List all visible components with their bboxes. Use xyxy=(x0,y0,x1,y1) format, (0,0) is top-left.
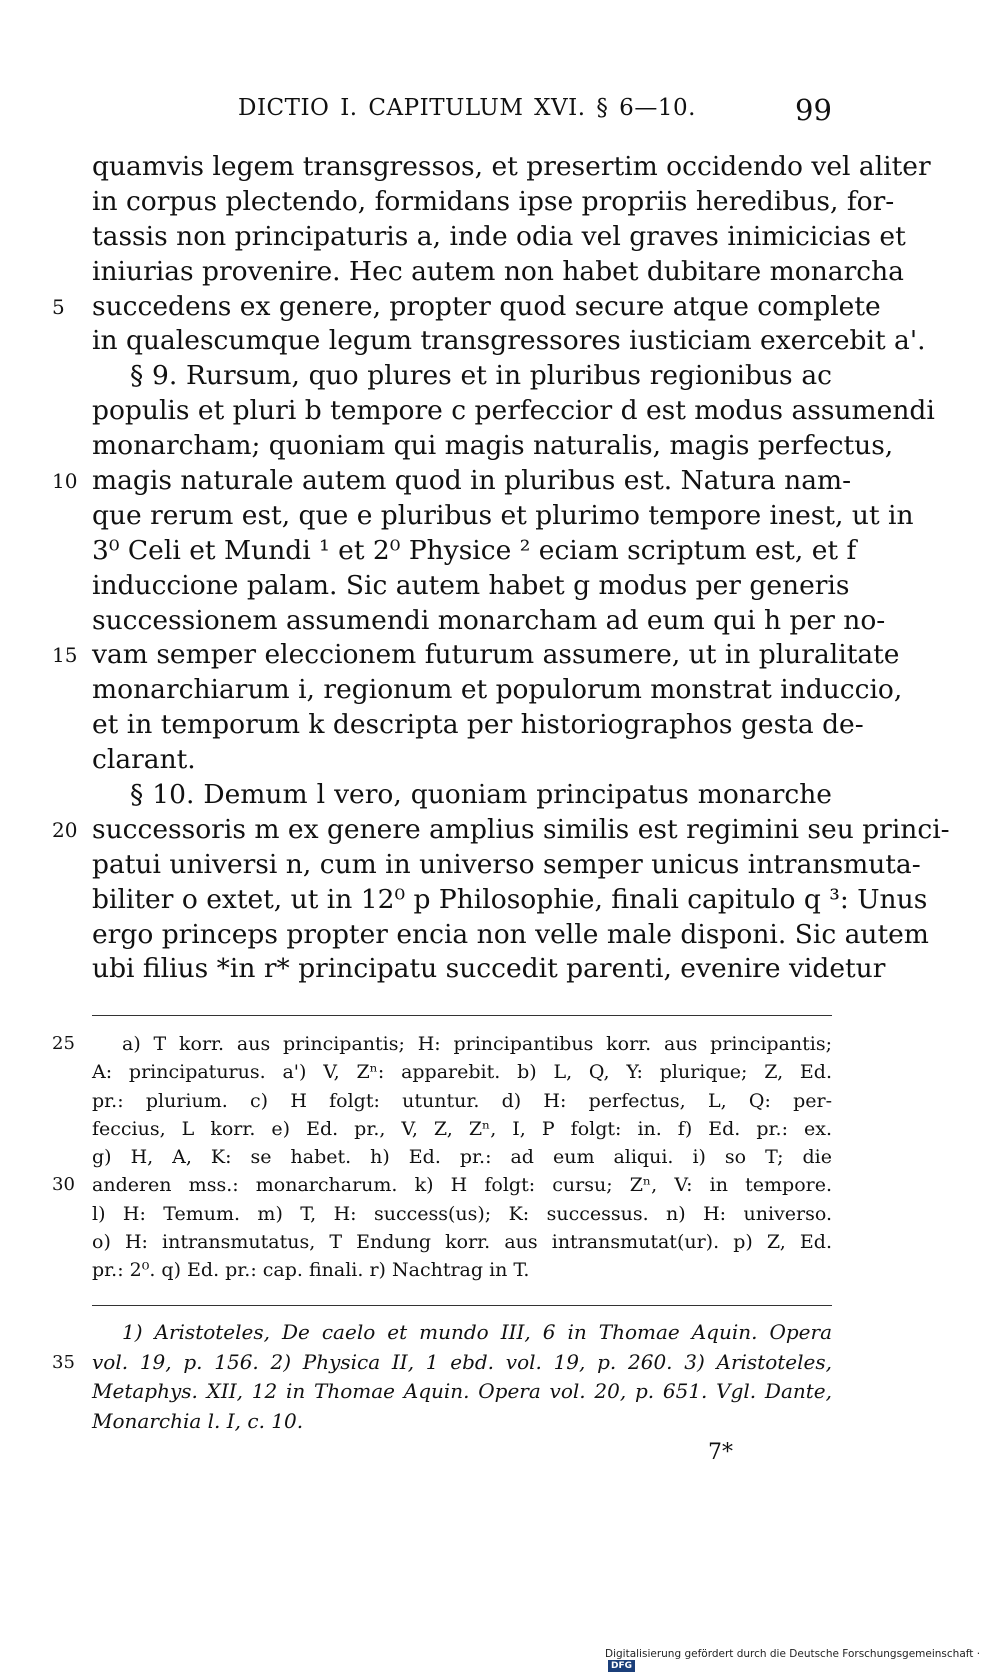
text-line xyxy=(92,848,921,883)
line-number: 25 xyxy=(52,1033,75,1054)
line-text: in corpus plectendo, formidans ipse propriis heredibus, for- xyxy=(92,185,895,217)
line-number: 20 xyxy=(52,817,78,842)
line-text: 1) Aristoteles, De caelo et mundo III, 6 in Thomae Aquin. Opera xyxy=(122,1320,832,1344)
line-text: tassis non principaturis a, inde odia vel graves inimicicias et xyxy=(92,220,906,252)
text-line xyxy=(92,185,895,220)
line-text: que rerum est, que e pluribus et plurimo tempore inest, ut in xyxy=(92,499,914,531)
text-line xyxy=(92,743,832,778)
line-text: populis et pluri b tempore c perfeccior d est modus assumendi xyxy=(92,395,935,427)
apparatus-line xyxy=(92,1087,832,1115)
line-text: succedens ex genere, propter quod secure atque complete xyxy=(92,290,881,322)
line-text: a) T korr. aus principantis; H: principantibus korr. aus principantis; xyxy=(122,1033,832,1055)
text-line xyxy=(92,220,906,255)
page-number: 99 xyxy=(795,93,832,127)
apparatus-line xyxy=(92,1256,832,1284)
line-text: induccione palam. Sic autem habet g modus per generis xyxy=(92,569,850,601)
line-text: Monarchia l. I, c. 10. xyxy=(92,1409,304,1434)
line-text: patui universi n, cum in universo semper unicus intransmuta- xyxy=(92,848,921,880)
apparatus-line xyxy=(92,1143,832,1171)
line-text: ergo princeps propter encia non velle male disponi. Sic autem xyxy=(92,918,929,950)
line-text: anderen mss.: monarcharum. k) H folgt: cursu; Zⁿ, V: in tempore. xyxy=(92,1174,832,1197)
dfg-logo: DFG xyxy=(608,1660,635,1672)
line-text: et in temporum k descripta per historiographos gesta de- xyxy=(92,709,864,741)
line-text: § 9. Rursum, quo plures et in pluribus regionibus ac xyxy=(130,360,832,392)
line-text: ubi filius *in r* principatu succedit parenti, evenire videtur xyxy=(92,953,886,985)
line-text: pr.: plurium. c) H folgt: utuntur. d) H: perfectus, L, Q: per- xyxy=(92,1089,832,1112)
text-line xyxy=(52,290,881,325)
line-text: successoris m ex genere amplius similis est regimini seu princi- xyxy=(92,813,950,845)
text-line xyxy=(52,638,900,673)
apparatus-divider xyxy=(92,1015,832,1016)
line-text: quamvis legem transgressos, et presertim occidendo vel aliter xyxy=(92,151,931,182)
main-text xyxy=(52,150,950,987)
text-line xyxy=(92,150,931,185)
line-text: monarcham; quoniam qui magis naturalis, magis perfectus, xyxy=(92,430,894,462)
line-number: 10 xyxy=(52,469,78,494)
line-text: 3⁰ Celi et Mundi ¹ et 2⁰ Physice ² eciam scriptum est, et f xyxy=(92,534,857,566)
line-text: magis naturale autem quod in pluribus est. Natura nam- xyxy=(92,465,852,497)
critical-apparatus xyxy=(52,1030,832,1285)
running-head: DICTIO I. CAPITULUM XVI. § 6—10. xyxy=(238,95,696,121)
line-text: biliter o extet, ut in 12⁰ p Philosophie, finali capitulo q ³: Unus xyxy=(92,883,928,915)
line-text: in qualescumque legum transgressores iusticiam exercebit a'. xyxy=(92,325,926,357)
footer-text: Digitalisierung gefördert durch die Deutsche Forschungsgemeinschaft · xyxy=(605,1648,981,1660)
page-header xyxy=(0,95,1000,135)
apparatus-line xyxy=(92,1058,832,1086)
line-text: pr.: 2⁰. q) Ed. pr.: cap. finali. r) Nachtrag in T. xyxy=(92,1259,530,1282)
apparatus-line xyxy=(92,1115,832,1143)
line-text: A: principaturus. a') V, Zⁿ: apparebit. b) L, Q, Y: plurique; Z, Ed. xyxy=(92,1061,832,1084)
text-line xyxy=(92,673,903,708)
apparatus-line xyxy=(92,1200,832,1228)
note-line xyxy=(92,1318,832,1348)
line-text: iniurias provenire. Hec autem non habet dubitare monarcha xyxy=(92,255,904,287)
line-text: l) H: Temum. m) T, H: success(us); K: successus. n) H: universo. xyxy=(92,1202,832,1225)
text-line xyxy=(52,464,852,499)
line-text: feccius, L korr. e) Ed. pr., V, Z, Zⁿ, I, P folgt: in. f) Ed. pr.: ex. xyxy=(92,1117,832,1140)
text-line xyxy=(92,778,832,813)
apparatus-line xyxy=(52,1030,832,1058)
text-line xyxy=(92,324,926,359)
text-line xyxy=(52,813,950,848)
line-text: successionem assumendi monarcham ad eum qui h per no- xyxy=(92,604,886,636)
line-number: 15 xyxy=(52,643,78,668)
note-line xyxy=(92,1377,832,1407)
text-line xyxy=(92,708,864,743)
apparatus-line xyxy=(52,1171,832,1199)
text-line xyxy=(92,394,935,429)
text-line xyxy=(92,255,904,290)
text-line xyxy=(92,604,886,639)
apparatus-line xyxy=(92,1228,832,1256)
line-text: vam semper eleccionem futurum assumere, ut in pluralitate xyxy=(92,639,900,671)
text-line xyxy=(92,534,857,569)
text-line xyxy=(92,569,850,604)
line-text: § 10. Demum l vero, quoniam principatus monarche xyxy=(130,779,832,811)
line-text: vol. 19, p. 156. 2) Physica II, 1 ebd. vol. 19, p. 260. 3) Aristoteles, xyxy=(92,1349,832,1374)
signature-mark: 7* xyxy=(708,1440,733,1465)
text-line xyxy=(92,883,928,918)
text-line xyxy=(92,499,914,534)
line-text: g) H, A, K: se habet. h) Ed. pr.: ad eum aliqui. i) so T; die xyxy=(92,1146,832,1169)
line-text: clarant. xyxy=(92,744,196,776)
line-number: 5 xyxy=(52,294,65,319)
note-line xyxy=(52,1348,832,1378)
digitization-footer xyxy=(605,1648,1000,1672)
line-text: monarchiarum i, regionum et populorum monstrat induccio, xyxy=(92,674,903,706)
text-line xyxy=(92,359,832,394)
source-notes xyxy=(52,1318,832,1437)
line-number: 30 xyxy=(52,1174,75,1196)
note-line xyxy=(92,1407,832,1437)
text-line xyxy=(92,952,886,987)
text-line xyxy=(92,918,929,953)
text-line xyxy=(92,429,894,464)
notes-divider xyxy=(92,1305,832,1306)
line-number: 35 xyxy=(52,1351,75,1373)
line-text: o) H: intransmutatus, T Endung korr. aus intransmutat(ur). p) Z, Ed. xyxy=(92,1231,832,1254)
line-text: Metaphys. XII, 12 in Thomae Aquin. Opera vol. 20, p. 651. Vgl. Dante, xyxy=(92,1379,832,1404)
